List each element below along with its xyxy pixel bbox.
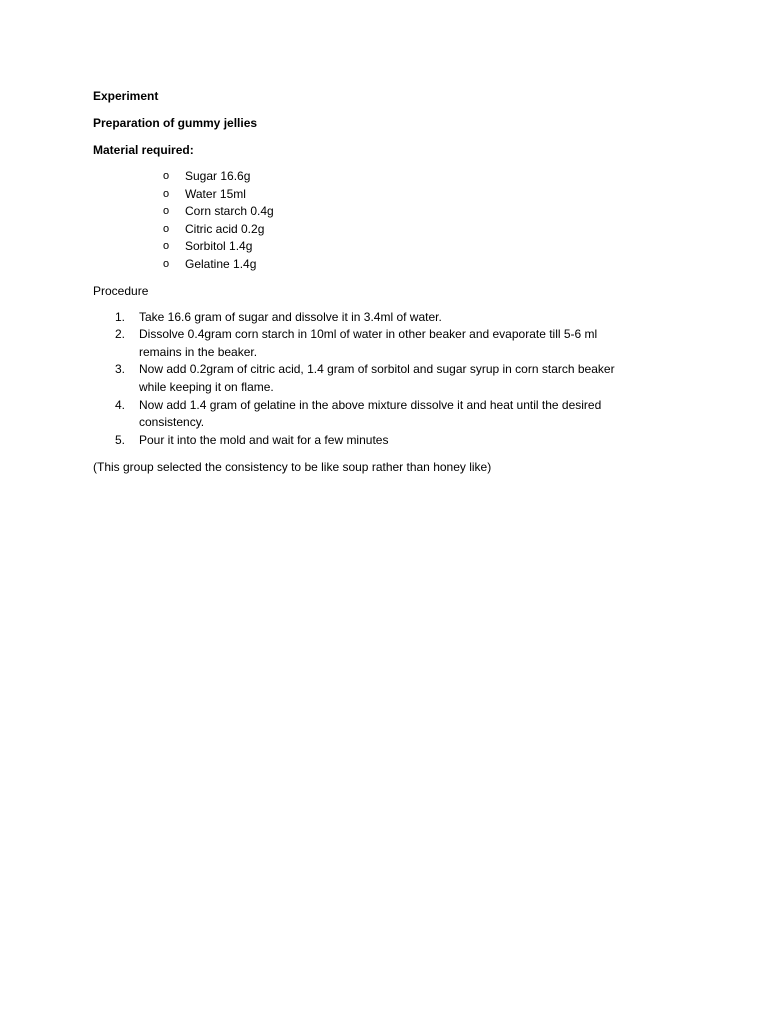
procedure-heading: Procedure (93, 283, 149, 298)
procedure-step (93, 309, 679, 327)
step-number: 5. (115, 432, 126, 447)
material-text: Citric acid 0.2g (185, 221, 265, 236)
materials-list (93, 168, 693, 274)
step-number: 1. (115, 309, 126, 324)
material-text: Gelatine 1.4g (185, 256, 257, 271)
step-text-line: remains in the beaker. (139, 344, 258, 359)
procedure-step (93, 397, 679, 432)
bullet-icon: o (163, 222, 170, 235)
bullet-icon: o (163, 187, 170, 200)
step-text-line: consistency. (139, 415, 205, 430)
material-item (93, 256, 693, 274)
material-text: Corn starch 0.4g (185, 204, 274, 219)
procedure-steps-list (93, 309, 693, 450)
step-text-line: Take 16.6 gram of sugar and dissolve it in 3.4ml of water. (139, 309, 442, 324)
material-text: Water 15ml (185, 186, 246, 201)
step-text-line: Now add 1.4 gram of gelatine in the above mixture dissolve it and heat until the desired (139, 397, 602, 412)
materials-heading: Material required: (93, 143, 194, 157)
document-body (93, 88, 693, 475)
step-text-line: Dissolve 0.4gram corn starch in 10ml of water in other beaker and evaporate till 5-6 ml (139, 327, 598, 342)
step-text-line: Pour it into the mold and wait for a few minutes (139, 432, 389, 447)
material-text: Sugar 16.6g (185, 169, 251, 183)
bullet-icon: o (163, 240, 170, 253)
bullet-icon: o (163, 205, 170, 218)
closing-note: (This group selected the consistency to be like soup rather than honey like) (93, 460, 492, 475)
material-item (93, 186, 693, 204)
material-item (93, 203, 693, 221)
bullet-icon: o (163, 170, 170, 182)
procedure-step (93, 326, 679, 361)
document-heading: Experiment (93, 89, 159, 103)
material-item (93, 168, 693, 186)
step-number: 3. (115, 362, 126, 377)
document-title: Preparation of gummy jellies (93, 116, 258, 130)
step-number: 4. (115, 397, 126, 412)
step-text-line: while keeping it on flame. (139, 379, 274, 394)
material-item (93, 238, 693, 256)
bullet-icon: o (163, 257, 170, 270)
step-number: 2. (115, 327, 126, 342)
step-text-line: Now add 0.2gram of citric acid, 1.4 gram of sorbitol and sugar syrup in corn starch beaker (139, 362, 615, 377)
material-text: Sorbitol 1.4g (185, 239, 253, 254)
procedure-step (93, 432, 679, 450)
procedure-step (93, 361, 679, 396)
material-item (93, 221, 693, 239)
